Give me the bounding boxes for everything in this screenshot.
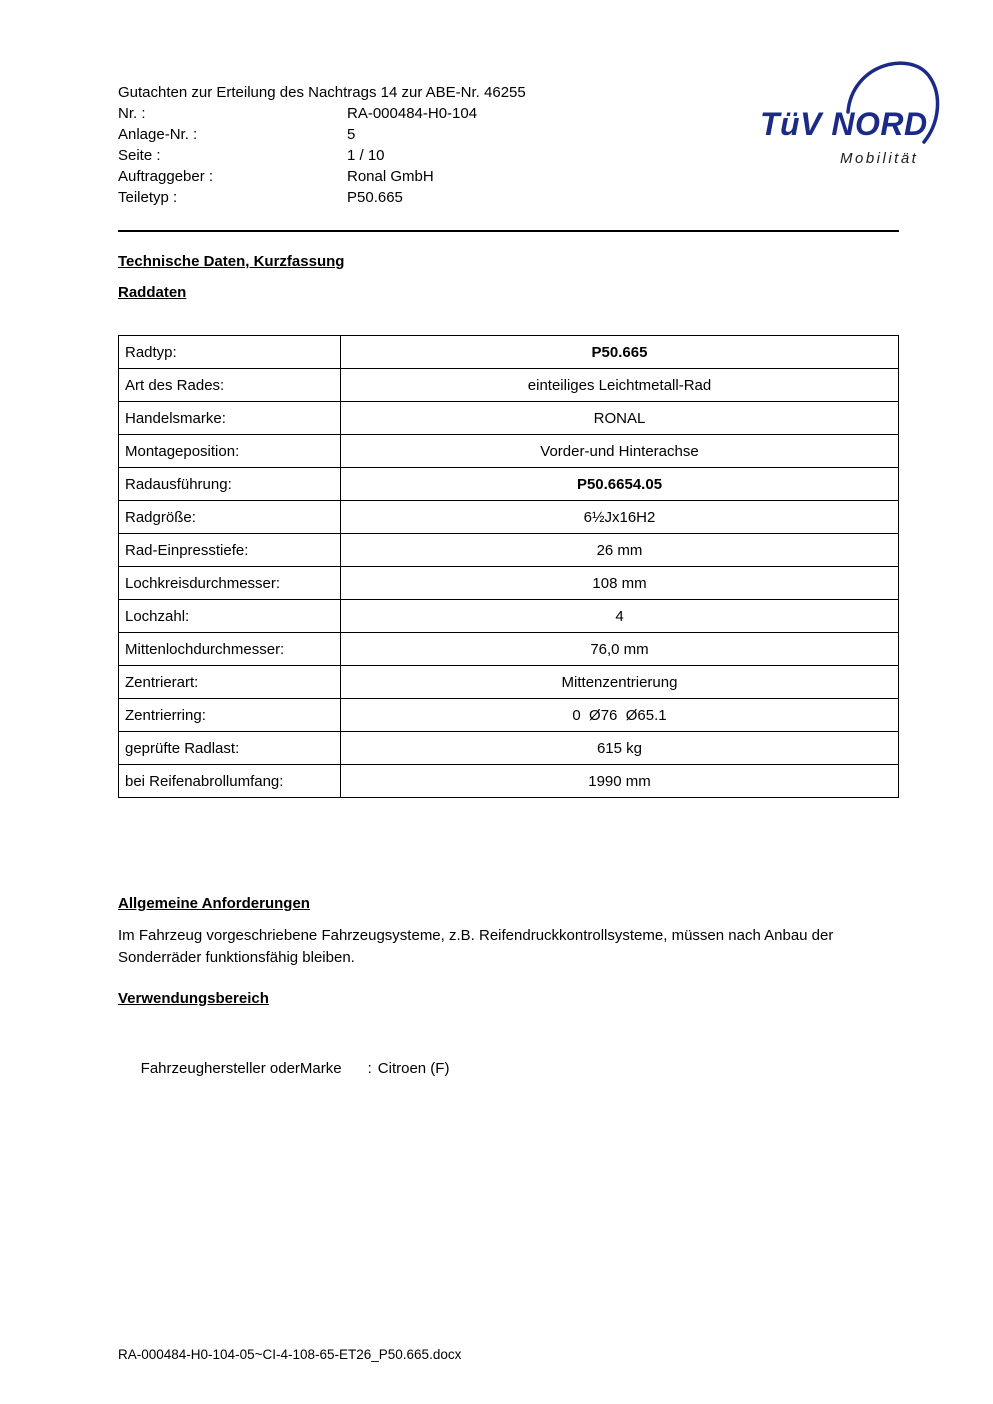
field-value: 5 — [347, 126, 356, 143]
table-row-value: 26 mm — [341, 534, 899, 567]
field-value: Ronal GmbH — [347, 168, 434, 185]
logo-brand-text: TüV NORD — [760, 106, 928, 142]
document-header — [118, 82, 526, 208]
table-row-label: Radausführung: — [119, 468, 341, 501]
table-row-label: Lochzahl: — [119, 600, 341, 633]
header-field-auftraggeber — [118, 166, 526, 187]
header-field-anlage — [118, 124, 526, 145]
table-row-label: Montageposition: — [119, 435, 341, 468]
table-row-label: Zentrierring: — [119, 699, 341, 732]
heading-allgemeine-anforderungen: Allgemeine Anforderungen — [118, 895, 310, 912]
table-row-value: P50.6654.05 — [341, 468, 899, 501]
logo-tagline: Mobilität — [840, 150, 919, 167]
table-row-label: Art des Rades: — [119, 369, 341, 402]
table-row — [119, 633, 899, 666]
footer-filename: RA-000484-H0-104-05~CI-4-108-65-ET26_P50.665.docx — [118, 1347, 462, 1362]
field-value: RA-000484-H0-104 — [347, 105, 478, 122]
field-label: Nr. : — [118, 105, 146, 122]
field-label: Auftraggeber : — [118, 168, 214, 185]
table-row — [119, 600, 899, 633]
table-row — [119, 732, 899, 765]
table-row — [119, 666, 899, 699]
table-row — [119, 468, 899, 501]
field-label: Anlage-Nr. : — [118, 126, 198, 143]
table-row — [119, 336, 899, 369]
table-row-value: 4 — [341, 600, 899, 633]
table-row-value: Vorder-und Hinterachse — [341, 435, 899, 468]
table-row-label: Radtyp: — [119, 336, 341, 369]
table-row-value: einteiliges Leichtmetall-Rad — [341, 369, 899, 402]
table-row-value: 108 mm — [341, 567, 899, 600]
section-verwendungsbereich — [118, 990, 269, 1007]
table-row-label: Mittenlochdurchmesser: — [119, 633, 341, 666]
table-row — [119, 534, 899, 567]
raddaten-table-body — [119, 336, 899, 798]
table-row — [119, 567, 899, 600]
allgemeine-paragraph: Im Fahrzeug vorgeschriebene Fahrzeugsysteme, z.B. Reifendruckkontrollsysteme, müssen nach Anbau der Sonderräder funktionsfähig bleiben. — [118, 927, 834, 966]
field-value: 1 / 10 — [347, 147, 385, 164]
table-row — [119, 402, 899, 435]
table-row-label: Zentrierart: — [119, 666, 341, 699]
usage-value: Citroen (F) — [377, 1060, 450, 1077]
table-row-value: P50.665 — [341, 336, 899, 369]
section-allgemeine-anforderungen — [118, 895, 900, 969]
usage-label: Fahrzeughersteller oderMarke — [140, 1060, 342, 1077]
tuev-nord-logo — [748, 50, 958, 175]
table-row-value: RONAL — [341, 402, 899, 435]
table-row — [119, 369, 899, 402]
table-row-value: 76,0 mm — [341, 633, 899, 666]
heading-raddaten: Raddaten — [118, 284, 187, 301]
header-field-seite — [118, 145, 526, 166]
header-field-nr — [118, 103, 526, 124]
table-row-label: bei Reifenabrollumfang: — [119, 765, 341, 798]
document-title: Gutachten zur Erteilung des Nachtrags 14 zur ABE-Nr. 46255 — [118, 84, 526, 101]
raddaten-table — [118, 335, 899, 798]
table-row-label: Radgröße: — [119, 501, 341, 534]
table-row-label: Handelsmarke: — [119, 402, 341, 435]
table-row — [119, 435, 899, 468]
table-row — [119, 699, 899, 732]
usage-separator: : — [367, 1060, 372, 1077]
table-row-label: Lochkreisdurchmesser: — [119, 567, 341, 600]
header-divider — [118, 230, 899, 232]
table-row — [119, 501, 899, 534]
table-row-value: Mittenzentrierung — [341, 666, 899, 699]
table-row-label: Rad-Einpresstiefe: — [119, 534, 341, 567]
heading-verwendungsbereich: Verwendungsbereich — [118, 990, 269, 1007]
table-row-value: 615 kg — [341, 732, 899, 765]
table-row-value: 1990 mm — [341, 765, 899, 798]
table-row-label: geprüfte Radlast: — [119, 732, 341, 765]
table-row-value: 6½Jx16H2 — [341, 501, 899, 534]
usage-line — [124, 1043, 449, 1094]
field-label: Teiletyp : — [118, 189, 178, 206]
field-value: P50.665 — [347, 189, 403, 206]
table-row — [119, 765, 899, 798]
table-row-value: 0 Ø76 Ø65.1 — [341, 699, 899, 732]
header-field-teiletyp — [118, 187, 526, 208]
heading-technische-daten: Technische Daten, Kurzfassung — [118, 253, 345, 270]
field-label: Seite : — [118, 147, 161, 164]
